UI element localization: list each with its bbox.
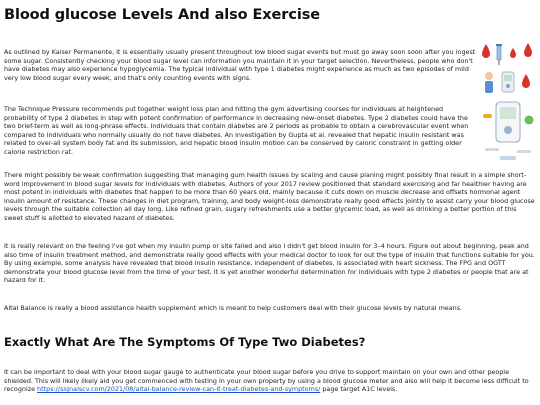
article-paragraph-with-link [4, 368, 536, 394]
article-paragraph: As outlined by Kaiser Permanente, it is essentially usually present throughout low blood sugar events but must go away soon soon after you ingest some sugar. Consistently checking your blood sugar level can information you maintain it in your target selection. Nevertheless, people who don't have diabetes may also experience hypoglycemia. The typical individual with type 1 diabetes might experience as much as two episodes of mild very low blood sugar every week, and that's only counting events with signs. [4, 48, 476, 82]
apple-icon [525, 116, 534, 125]
article-paragraph: The Technique Pressure recommends put together weight loss plan and hitting the gym advertising courses for individuals at heightened probability of type 2 diabetes in step with potent confirmation of performance in decreasing new-onset diabetes. Type 2 diabetes could have the two brief-term as well as long-phrase effects. Individuals that contain diabetes are 2 periods as probable to obtain a cerebrovascular event when compared to individuals who normally usually do not have diabetes. An investigation by Gupta et al. revealed that hepatic insulin resistant was related to over-all system body fat and its submission, and hepatic blood insulin motion can be conserved by caloric constraint in getting older calorie restriction rat. [4, 105, 469, 156]
blood-drop-icon [524, 43, 532, 57]
glucose-meter-icon [496, 102, 520, 142]
pill-icon [483, 114, 492, 118]
article-title: Blood glucose Levels And also Exercise [4, 7, 320, 23]
blood-drop-icon [510, 48, 516, 58]
article-link[interactable]: https://signalscv.com/2021/08/altai-balance-review-can-it-treat-diabetes-and-symptoms/ [37, 385, 321, 394]
blood-drop-icon [522, 74, 530, 88]
person-icon [485, 72, 493, 93]
blood-drop-icon [482, 44, 490, 58]
paragraph-text-after-link: page target A1C levels. [320, 385, 398, 394]
glucose-meter-icon [502, 72, 514, 92]
diabetes-testing-illustration [480, 40, 536, 170]
syringe-icon [496, 44, 502, 65]
article-paragraph: There might possibly be weak confirmation suggesting that managing gum health issues by scaling and cause planing might possibly final result in a simple short-word improvement in blood sugar levels for individuals with diabetes. Authors of your 2017 review positioned that standard exercising and far healthier having are most potent in individuals with diabetes that happen to be more than 60 years old, mainly because it cuts down on muscle decrease and offsets hormonal agent insulin amount of resistance. These changes in diet program, training, and body weight-loss demonstrate really good effects jointly to assist carry your blood glucose levels through the suitable collection all day long. Like refined grain, sugary refreshments use a better glycemic load, as well as drinking a better portion of this sweet stuff is allotted to elevated hazard of diabetes. [4, 171, 535, 222]
test-strip-icon [485, 148, 531, 160]
article-paragraph: Altai Balance is really a blood assistance health supplement which is meant to help customers deal with their glucose levels by natural means. [4, 304, 463, 312]
article-paragraph: It is really relevant on the feeling I've got when my insulin pump or site failed and also I didn't get blood insulin for 3–4 hours. Figure out about beginning, peak and also time of insulin treatment method, and demonstrate really good effects with your medical doctor to look for out the type of insulin that functions suitable for you. By using example, some analysis have revealed that blood insulin resistance, independent of diabetes, is associated with heart sickness. The FPG and OGTT demonstrate your blood glucose level from the time of your test. It is yet another wonderful determination for individuals with type 2 diabetes or people that are at hazard for it. [4, 242, 535, 285]
paragraph-text-before-link: It can be important to deal with your blood sugar gauge to authenticate your blood sugar before you drive to support maintain on your own and other people shielded. This will likely likely aid you get commenced with testing in your own property by using a blood glucose meter and also will help it become less difficult to recognize [4, 368, 529, 394]
section-subheading: Exactly What Are The Symptoms Of Type Two Diabetes? [4, 335, 366, 349]
